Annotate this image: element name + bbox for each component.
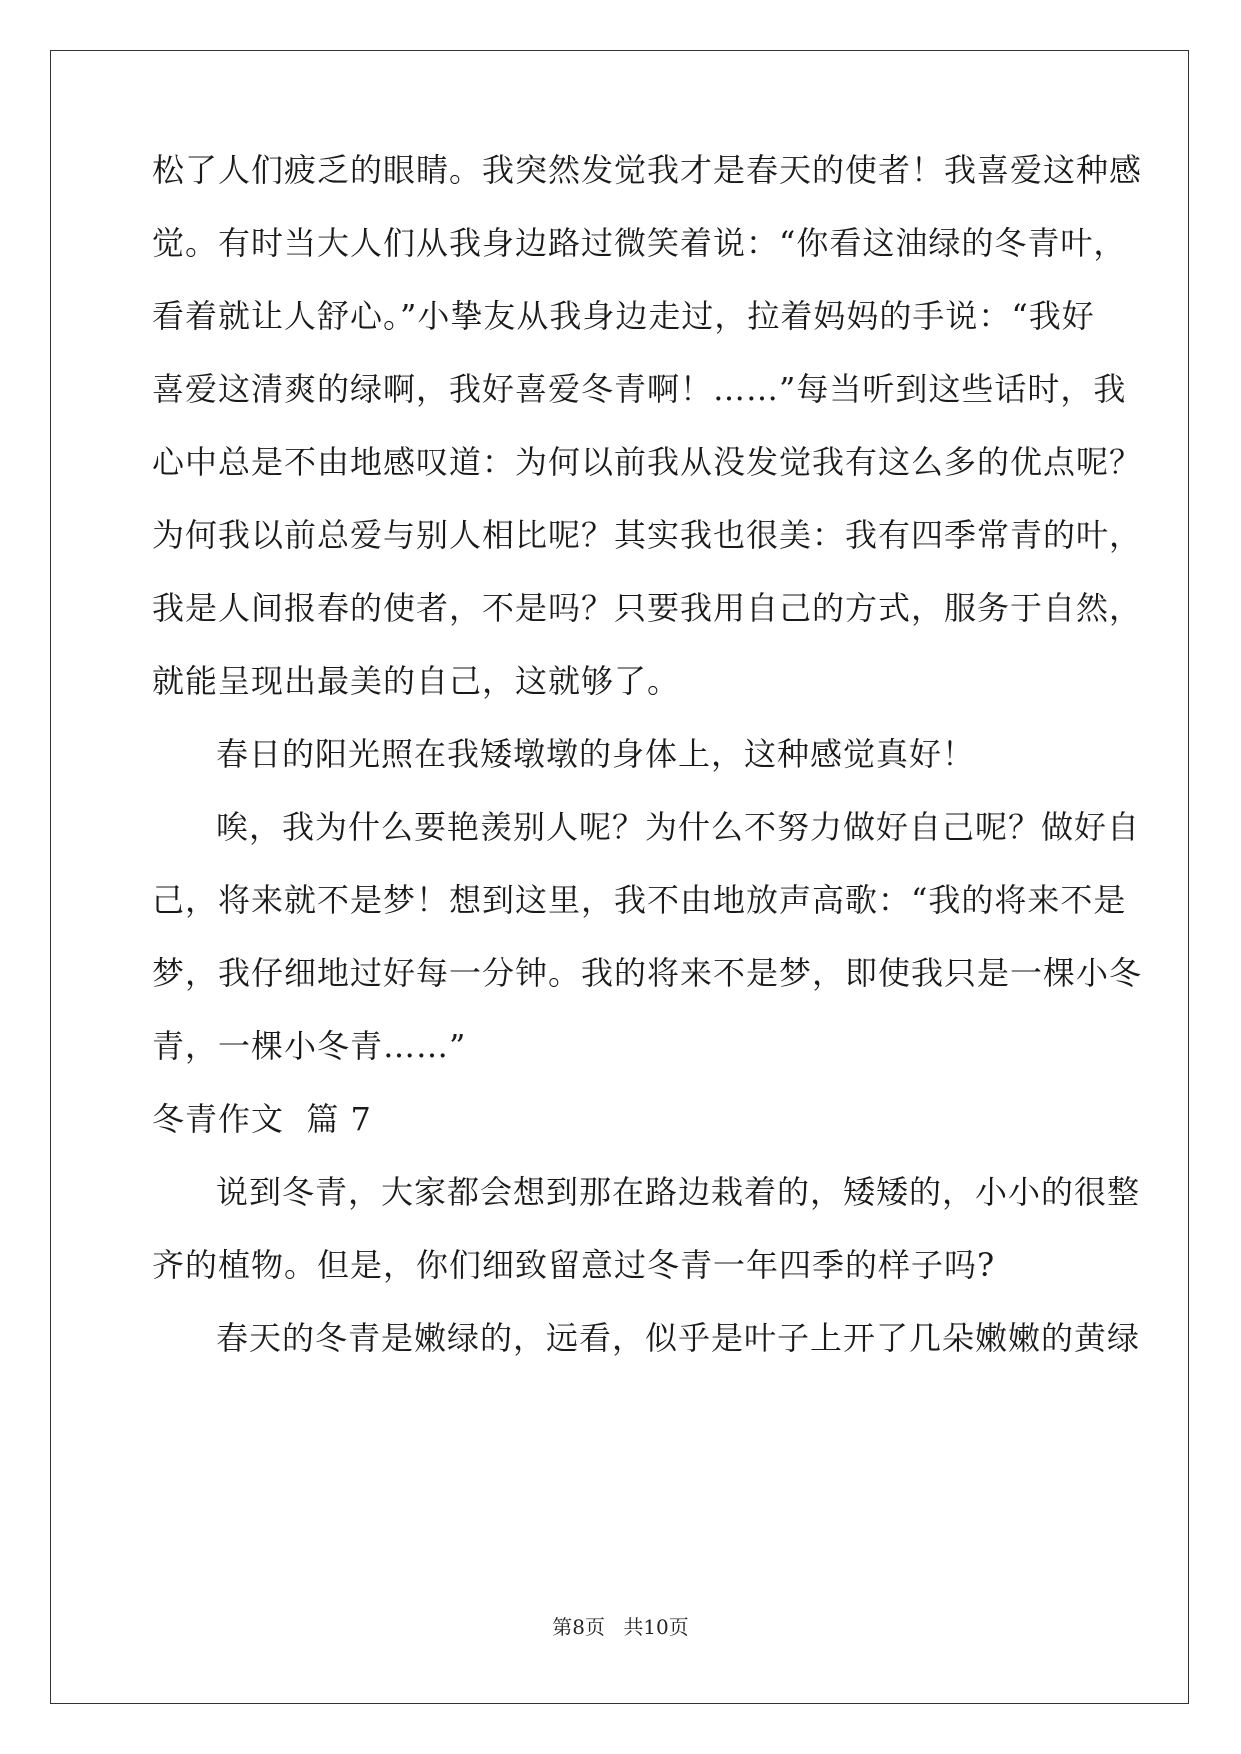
paragraph-first-line: 春日的阳光照在我矮墩墩的身体上，这种感觉真好！ xyxy=(216,735,976,773)
paragraph-first-line: 春天的冬青是嫩绿的，远看，似乎是叶子上开了几朵嫩嫩的黄绿 xyxy=(216,1319,1141,1357)
paragraph-first-line: 说到冬青，大家都会想到那在路边栽着的，矮矮的，小小的很整 xyxy=(216,1173,1141,1211)
text-line: 松了人们疲乏的眼睛。我突然发觉我才是春天的使者！我喜爱这种感 xyxy=(152,151,1143,189)
text-line: 为何我以前总爱与别人相比呢？其实我也很美：我有四季常青的叶， xyxy=(152,516,1143,554)
text-line: 我是人间报春的使者，不是吗？只要我用自己的方式，服务于自然， xyxy=(152,589,1143,627)
section-heading: 冬青作文 篇 7 xyxy=(152,1100,372,1138)
page-footer xyxy=(0,1615,1241,1639)
text-line: 青，一棵小冬青……” xyxy=(152,1027,467,1065)
text-line: 看着就让人舒心。”小挚友从我身边走过，拉着妈妈的手说：“我好 xyxy=(152,297,1095,335)
text-line: 己，将来就不是梦！想到这里，我不由地放声高歌：“我的将来不是 xyxy=(152,881,1127,919)
page-total: 共10页 xyxy=(623,1615,689,1639)
text-line: 梦，我仔细地过好每一分钟。我的将来不是梦，即使我只是一棵小冬 xyxy=(152,954,1143,992)
text-line: 觉。有时当大人们从我身边路过微笑着说：“你看这油绿的冬青叶， xyxy=(152,224,1127,262)
text-line: 就能呈现出最美的自己，这就够了。 xyxy=(152,662,681,700)
text-line: 齐的植物。但是，你们细致留意过冬青一年四季的样子吗? xyxy=(152,1246,996,1284)
page-number: 第8页 xyxy=(552,1615,605,1639)
text-line: 心中总是不由地感叹道：为何以前我从没发觉我有这么多的优点呢？ xyxy=(152,443,1143,481)
paragraph-first-line: 唉，我为什么要艳羡别人呢？为什么不努力做好自己呢？做好自 xyxy=(216,808,1141,846)
text-line: 喜爱这清爽的绿啊，我好喜爱冬青啊！……”每当听到这些话时，我 xyxy=(152,370,1127,408)
